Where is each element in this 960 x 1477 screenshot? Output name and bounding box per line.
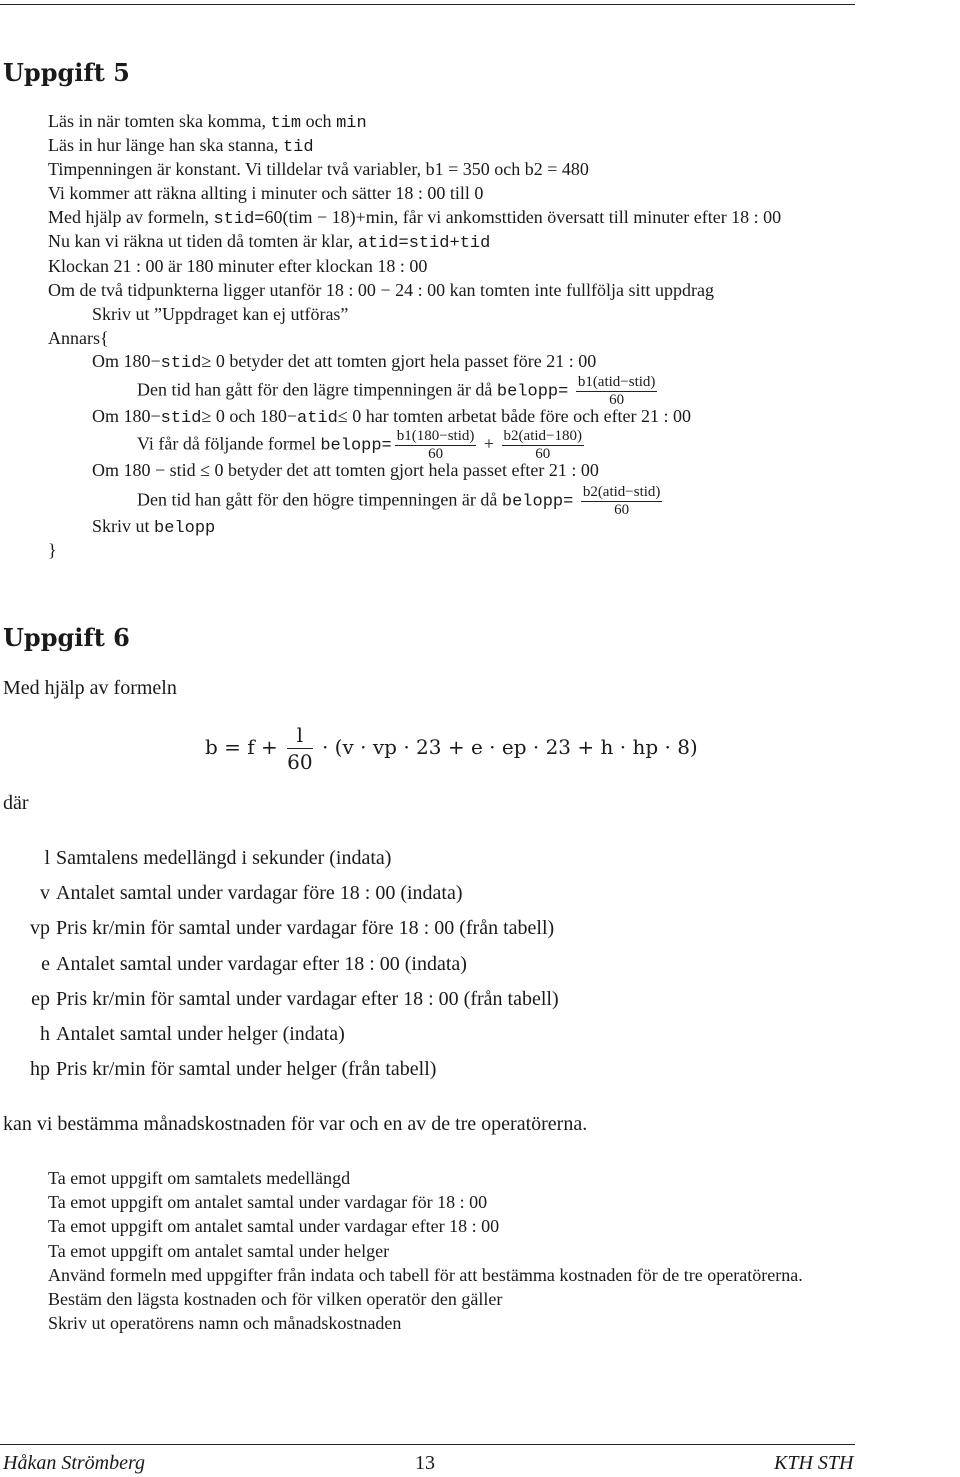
text-line [48, 111, 367, 133]
numerator: b2(atid−stid) [582, 484, 661, 500]
numerator: b1(atid−stid) [577, 374, 656, 390]
denominator: 60 [614, 502, 630, 518]
step-line: Skriv ut operatörens namn och månadskostnaden [48, 1313, 402, 1334]
section-title-uppgift-6: Uppgift 6 [3, 623, 130, 652]
text-line [137, 374, 660, 409]
text: 60(tim − 18)+min, får vi ankomsttiden översatt till minuter efter 18 : 00 [264, 207, 782, 227]
definition-text: Pris kr/min för samtal under vardagar efter 18 : 00 (från tabell) [56, 987, 559, 1010]
footer-author: Håkan Strömberg [3, 1452, 146, 1474]
text-line [48, 207, 781, 229]
code: belopp= [496, 382, 569, 402]
definition-symbol: vp [30, 917, 50, 940]
section-title-uppgift-5: Uppgift 5 [3, 58, 130, 87]
definition-text: Antalet samtal under helger (indata) [56, 1022, 345, 1045]
fraction [576, 374, 658, 409]
definition-row [0, 988, 559, 1023]
denominator: 60 [535, 446, 551, 462]
text: ≥ 0 och 180− [201, 406, 297, 426]
text-line: Timpenningen är konstant. Vi tilldelar två variabler, b1 = 350 och b2 = 480 [48, 159, 589, 179]
text: Läs in hur länge han ska stanna, [48, 135, 279, 155]
text: och [305, 111, 332, 131]
code: atid [297, 409, 338, 428]
outro-text: kan vi bestämma månadskostnaden för var och en av de tre operatörerna. [3, 1113, 588, 1135]
text: Om 180− [92, 351, 161, 371]
code: min [336, 114, 367, 133]
code: belopp= [320, 436, 392, 456]
text: Läs in när tomten ska komma, [48, 111, 266, 131]
formula-rhs: · (v · vp · 23 + e · ep · 23 + h · hp · 8) [321, 735, 698, 759]
definition-symbol: e [41, 952, 50, 975]
denominator: 60 [609, 392, 625, 408]
definition-row [0, 882, 559, 917]
definition-row [0, 1058, 559, 1093]
denominator: 60 [428, 446, 444, 462]
step-line: Använd formeln med uppgifter från indata och tabell för att bestämma kostnaden för de tre operatörerna. [48, 1264, 803, 1285]
code: stid [160, 354, 202, 373]
footer-rule [0, 1444, 855, 1445]
definition-symbol: hp [30, 1058, 50, 1081]
denominator: 60 [287, 750, 313, 774]
text-line: Annars{ [48, 328, 109, 348]
definition-text: Pris kr/min för samtal under vardagar före 18 : 00 (från tabell) [56, 917, 555, 940]
text: ≤ 0 har tomten arbetat både före och efter 21 : 00 [337, 406, 692, 426]
code: tid [282, 138, 314, 157]
step-line: Ta emot uppgift om antalet samtal under helger [48, 1240, 390, 1261]
text-line [92, 516, 215, 538]
code: atid=stid+tid [357, 234, 491, 253]
text-line: Vi kommer att räkna allting i minuter och sätter 18 : 00 till 0 [48, 183, 484, 203]
code: belopp= [501, 492, 574, 512]
plus-sign: + [483, 433, 495, 454]
text: Med hjälp av formeln, [48, 207, 209, 227]
definition-row [0, 1023, 559, 1058]
text-line [137, 484, 665, 519]
code: stid [160, 409, 202, 428]
numerator: b2(atid−180) [503, 428, 582, 444]
numerator: b1(180−stid) [396, 428, 475, 444]
definition-text: Pris kr/min för samtal under helger (från tabell) [56, 1058, 437, 1081]
text-line: Om 180 − stid ≤ 0 betyder det att tomten gjort hela passet efter 21 : 00 [92, 460, 599, 480]
text-line [48, 231, 490, 253]
text-line: Klockan 21 : 00 är 180 minuter efter klockan 18 : 00 [48, 256, 428, 276]
cost-formula [205, 722, 698, 775]
fraction [395, 428, 477, 463]
definition-symbol: ep [31, 987, 50, 1010]
page-number: 13 [415, 1452, 435, 1474]
fraction [502, 428, 584, 463]
fraction [287, 722, 312, 775]
code: stid= [213, 210, 265, 229]
text: Den tid han gått för den högre timpenningen är då [137, 489, 498, 510]
text-line: Skriv ut ”Uppdraget kan ej utföras” [92, 304, 349, 324]
step-line: Ta emot uppgift om antalet samtal under vardagar efter 18 : 00 [48, 1216, 500, 1237]
step-line: Ta emot uppgift om antalet samtal under vardagar för 18 : 00 [48, 1192, 488, 1213]
formula-lhs: b = f + [205, 735, 278, 759]
definition-row [0, 847, 559, 882]
text-line [48, 135, 314, 157]
numerator: l [287, 722, 312, 749]
definition-list [0, 847, 559, 1093]
definition-text: Samtalens medellängd i sekunder (indata) [56, 847, 392, 869]
footer-org: KTH STH [774, 1452, 854, 1474]
text: Vi får då följande formel [137, 433, 316, 454]
definition-text: Antalet samtal under vardagar efter 18 : 00 (indata) [56, 952, 467, 975]
code: tim [270, 114, 302, 133]
definition-text: Antalet samtal under vardagar före 18 : 00 (indata) [56, 882, 463, 905]
definition-row [0, 953, 559, 988]
text-line [137, 428, 587, 463]
text-line: Om de två tidpunkterna ligger utanför 18 : 00 − 24 : 00 kan tomten inte fullfölja sitt uppdrag [48, 280, 715, 300]
text-line [92, 351, 596, 373]
definition-symbol: h [40, 1022, 50, 1045]
dar-label: där [3, 792, 29, 814]
text: Den tid han gått för den lägre timpenningen är då [137, 379, 493, 400]
step-list [48, 1168, 803, 1337]
text: Skriv ut [92, 516, 150, 536]
text: ≥ 0 betyder det att tomten gjort hela passet före 21 : 00 [201, 351, 597, 371]
text: Nu kan vi räkna ut tiden då tomten är klar, [48, 231, 354, 251]
fraction [581, 484, 663, 519]
text-line: } [48, 540, 57, 560]
intro-text: Med hjälp av formeln [3, 677, 177, 699]
code: belopp [154, 519, 216, 538]
step-line: Bestäm den lägsta kostnaden och för vilken operatör den gäller [48, 1288, 503, 1309]
step-line: Ta emot uppgift om samtalets medellängd [48, 1168, 351, 1188]
definition-symbol: v [40, 882, 50, 905]
top-rule [0, 4, 855, 5]
definition-row [0, 917, 559, 952]
text-line [92, 406, 691, 428]
definition-symbol: l [44, 847, 50, 869]
text: Om 180− [92, 406, 161, 426]
